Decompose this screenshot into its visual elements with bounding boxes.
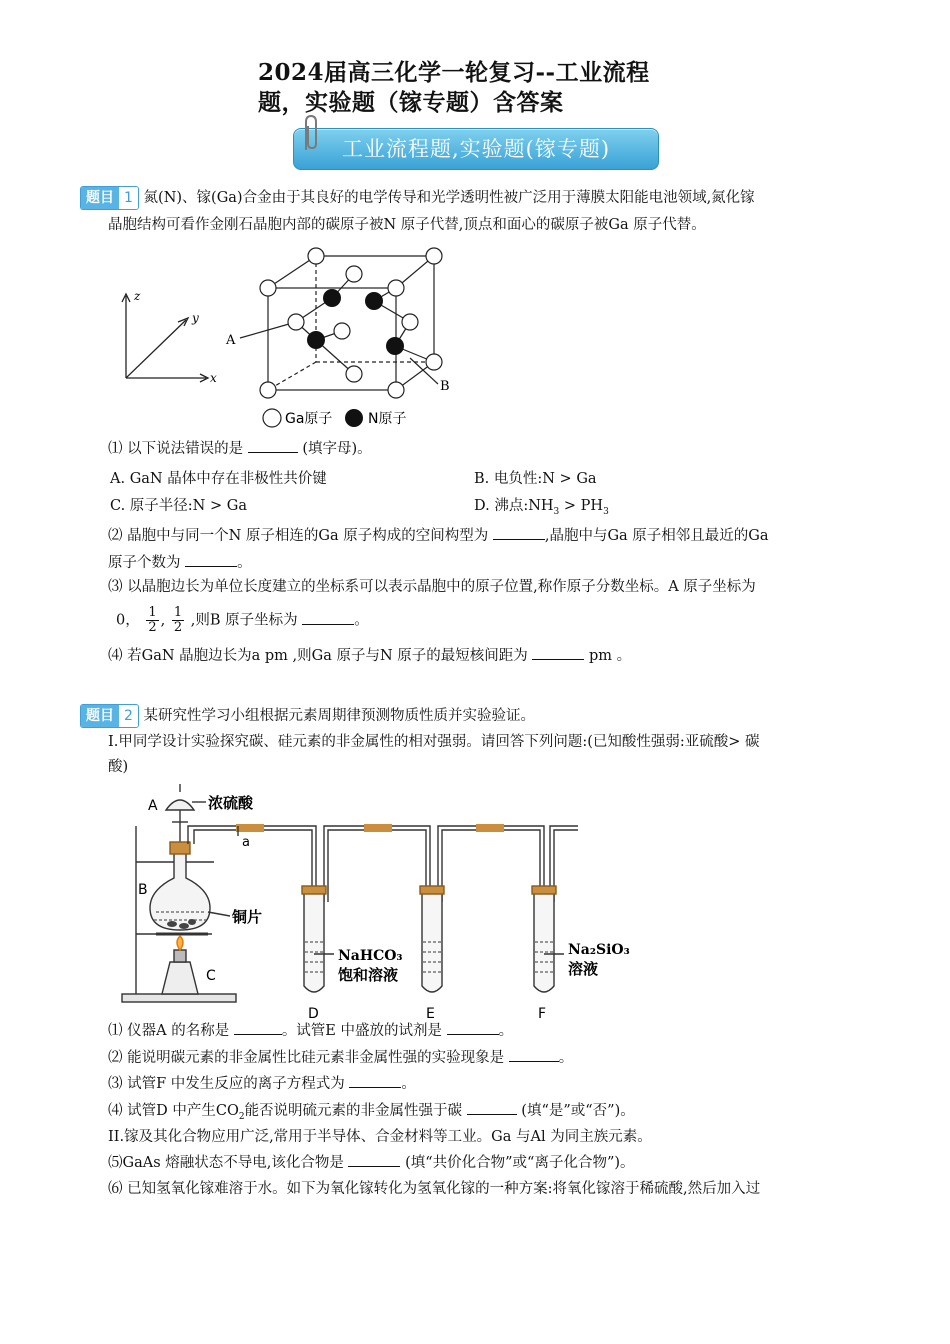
q1-sub3-blank[interactable] <box>302 608 354 625</box>
label-tube-d: D <box>308 1006 319 1022</box>
q2-sub6: ⑹ 已知氢氧化镓难溶于水。如下为氧化镓转化为氢氧化镓的一种方案:将氧化镓溶于稀硫酸,然后加入过 <box>108 1181 761 1197</box>
ga-legend-label: Ga原子 <box>285 411 333 427</box>
q1-option-d <box>474 493 609 525</box>
separatory-funnel <box>166 800 194 810</box>
q2-tag <box>80 704 139 728</box>
q1-sub3-line2: 0， $\frac{1}{2}$ , $\frac{1}{2}$ ,则B 原子坐标为 。 <box>116 605 369 635</box>
q1-sub3-line1: ⑶ 以晶胞边长为单位长度建立的坐标系可以表示晶胞中的原子位置,称作原子分数坐标。A 原子坐标为 <box>108 579 756 595</box>
q1-sub2-text-c: 原子个数为 <box>108 555 181 571</box>
q1-sub1 <box>108 436 372 462</box>
alcohol-lamp <box>162 962 198 994</box>
q1-option-d-sub2: 3 <box>603 506 609 517</box>
title-line-2: 题，实验题（镓专题）含答案 <box>258 89 564 116</box>
experiment-apparatus-diagram <box>118 782 648 1022</box>
q2-sub4-blank[interactable] <box>467 1098 517 1115</box>
q1-tag-label: 题目 <box>81 187 119 209</box>
q1-sub4-text-a: ⑷ 若GaN 晶胞边长为a pm ,则Ga 原子与N 原子的最短核间距为 <box>108 648 528 664</box>
q1-sub1-text: ⑴ 以下说法错误的是 <box>108 441 244 457</box>
q1-sub3-zero: 0， <box>116 612 140 629</box>
coordinate-axes <box>122 294 208 382</box>
q1-sub3-fraction-1: $\frac{1}{2}$ <box>148 605 157 635</box>
q2-sub4-sub: 2 <box>238 1111 245 1122</box>
point-b-label: B <box>440 379 450 394</box>
q2-sub2-text-a: ⑵ 能说明碳元素的非金属性比硅元素非金属性强的实验现象是 <box>108 1050 505 1066</box>
q2-sub3-text-b: 。 <box>401 1076 416 1092</box>
q1-intro <box>80 185 755 211</box>
label-b-flask: B <box>138 882 148 898</box>
q1-sub2-blank-1[interactable] <box>493 523 545 540</box>
axis-z-label: z <box>134 289 141 303</box>
axis-y-label: y <box>192 311 199 325</box>
q2-sub3-blank[interactable] <box>349 1071 401 1088</box>
q1-sub3-fraction-2: $\frac{1}{2}$ <box>173 605 183 635</box>
q2-sub5-text-a: ⑸GaAs 熔融状态不导电,该化合物是 <box>108 1155 344 1171</box>
q2-intro-text: 某研究性学习小组根据元素周期律预测物质性质并实验验证。 <box>143 708 536 724</box>
label-copper: 铜片 <box>232 908 263 926</box>
q2-sub4-text-b: 能否说明硫元素的非金属性强于碳 <box>244 1103 463 1119</box>
q2-intro <box>80 703 535 729</box>
label-na2sio3: Na₂SiO₃ <box>568 942 630 958</box>
q2-sub5 <box>108 1150 635 1176</box>
q2-sub2-text-b: 。 <box>558 1050 574 1066</box>
axis-x-label: x <box>210 371 217 385</box>
q1-tag-number: 1 <box>119 187 138 209</box>
q2-sub3 <box>108 1071 416 1097</box>
q1-sub2-text-a: ⑵ 晶胞中与同一个N 原子相连的Ga 原子构成的空间构型为 <box>108 528 489 544</box>
label-conc-sulfuric-acid: 浓硫酸 <box>208 794 254 812</box>
q2-sub5-blank[interactable] <box>348 1150 400 1167</box>
q2-part1-line2: 酸) <box>108 759 129 775</box>
q1-sub2-text-d: 。 <box>237 555 252 571</box>
q1-sub2-line2 <box>108 550 252 576</box>
test-tube-f <box>534 890 554 992</box>
q2-sub4-text-c: (填“是”或“否”)。 <box>521 1103 635 1119</box>
q1-option-d-text: D. 沸点:NH <box>474 498 554 514</box>
paperclip-icon <box>296 114 324 154</box>
round-bottom-flask <box>150 848 210 930</box>
q2-sub1-text-a: ⑴ 仪器A 的名称是 <box>108 1023 230 1039</box>
q1-sub3-text-b: ,则B 原子坐标为 <box>190 612 298 629</box>
q1-sub2-line1 <box>108 523 769 549</box>
q1-sub3-text-c: 。 <box>354 612 369 629</box>
label-tube-e: E <box>426 1006 435 1022</box>
label-saturated-solution: 饱和溶液 <box>338 966 399 984</box>
q2-sub3-text-a: ⑶ 试管F 中发生反应的离子方程式为 <box>108 1076 345 1092</box>
gan-unit-cell-diagram <box>110 238 460 430</box>
document-title <box>258 58 650 118</box>
q1-intro-line-2: 晶胞结构可看作金刚石晶胞内部的碳原子被N 原子代替,顶点和面心的碳原子被Ga 原子代替。 <box>108 217 706 233</box>
q1-option-b: B. 电负性:N > Ga <box>474 471 597 487</box>
q2-sub5-text-b: (填“共价化合物”或“离子化合物”)。 <box>405 1155 635 1171</box>
test-tube-e <box>422 890 442 992</box>
banner-text: 工业流程题,实验题(镓专题) <box>341 137 611 161</box>
title-line-1: 2024届高三化学一轮复习--工业流程 <box>258 59 650 86</box>
q1-sub2-blank-2[interactable] <box>185 550 237 567</box>
q2-part1-line1: I.甲同学设计实验探究碳、硅元素的非金属性的相对强弱。请回答下列问题:(已知酸性强弱:亚硫酸> 碳 <box>108 734 760 750</box>
n-legend-marker <box>345 409 363 427</box>
q2-tag-number: 2 <box>119 705 138 727</box>
q2-sub1-blank-1[interactable] <box>234 1018 282 1035</box>
q1-sub4-blank[interactable] <box>532 643 584 660</box>
q2-sub2 <box>108 1045 573 1071</box>
q2-sub2-blank[interactable] <box>509 1045 559 1062</box>
flask-stopper <box>170 842 190 854</box>
q1-sub1-blank[interactable] <box>248 436 298 453</box>
q2-sub1-blank-2[interactable] <box>447 1018 499 1035</box>
label-a-funnel: A <box>148 798 158 814</box>
ga-legend-marker <box>263 409 281 427</box>
q1-option-d-sub1: 3 <box>553 506 560 517</box>
q2-tag-label: 题目 <box>81 705 119 727</box>
topic-banner <box>293 128 659 170</box>
q2-sub4-text-a: ⑷ 试管D 中产生CO <box>108 1103 239 1119</box>
q1-tag <box>80 186 139 210</box>
label-solution: 溶液 <box>568 960 599 978</box>
point-a-label: A <box>226 333 236 348</box>
q2-sub1-text-b: 。试管E 中盛放的试剂是 <box>281 1023 443 1039</box>
q1-sub1-tail: (填字母)。 <box>302 441 372 457</box>
test-tube-d <box>304 890 324 992</box>
label-valve-a: a <box>242 835 250 850</box>
q2-sub1-text-c: 。 <box>498 1023 514 1039</box>
q1-option-a: A. GaN 晶体中存在非极性共价键 <box>110 471 327 487</box>
label-nahco3: NaHCO₃ <box>338 948 403 964</box>
n-legend-label: N原子 <box>368 411 407 427</box>
q1-option-c: C. 原子半径:N > Ga <box>110 498 247 514</box>
q1-option-d-mid: > PH <box>563 498 604 514</box>
q1-sub4-text-b: pm 。 <box>589 648 632 664</box>
q1-sub4 <box>108 643 631 669</box>
q1-intro-line-1: 氮(N)、镓(Ga)合金由于其良好的电学传导和光学透明性被广泛用于薄膜太阳能电池领域,氮化镓 <box>143 190 755 206</box>
n-atoms <box>307 289 404 355</box>
q1-sub2-text-b: ,晶胞中与Ga 原子相邻且最近的Ga <box>544 528 769 544</box>
q2-part2: II.镓及其化合物应用广泛,常用于半导体、合金材料等工业。Ga 与Al 为同主族元素。 <box>108 1129 652 1145</box>
q2-sub1 <box>108 1018 513 1044</box>
label-c-lamp: C <box>206 968 216 984</box>
label-tube-f: F <box>538 1006 547 1022</box>
stand-base <box>122 994 236 1002</box>
